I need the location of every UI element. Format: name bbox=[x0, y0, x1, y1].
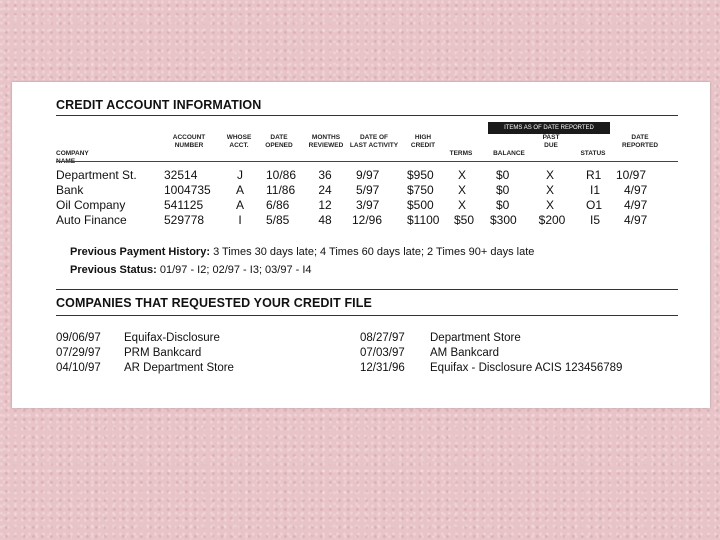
cell-last-activity: 12/96 bbox=[352, 213, 383, 227]
cell-high-credit: $1100 bbox=[407, 213, 440, 227]
request-company: AM Bankcard bbox=[430, 347, 500, 359]
cell-account: 529778 bbox=[164, 213, 205, 227]
payment-history-line bbox=[70, 246, 534, 258]
cell-status: O1 bbox=[586, 198, 603, 212]
requests-title: COMPANIES THAT REQUESTED YOUR CREDIT FILE bbox=[56, 296, 372, 310]
header-divider bbox=[56, 161, 678, 162]
cell-account: 32514 bbox=[164, 168, 198, 182]
cell-terms: X bbox=[457, 183, 466, 197]
payment-history-label: Previous Payment History: bbox=[70, 246, 210, 258]
cell-account: 541125 bbox=[164, 198, 204, 212]
cell-company: Auto Finance bbox=[56, 213, 127, 227]
cell-account: 1004735 bbox=[164, 183, 211, 197]
request-date: 09/06/97 bbox=[56, 332, 101, 344]
cell-whose: J bbox=[237, 168, 243, 182]
header-status: STATUS bbox=[580, 150, 606, 157]
header-date-reported: DATE REPORTED bbox=[621, 134, 659, 149]
cell-last-activity: 3/97 bbox=[356, 198, 380, 212]
cell-company: Department St. bbox=[56, 168, 137, 182]
cell-whose: A bbox=[235, 198, 244, 212]
items-as-of-banner: ITEMS AS OF DATE REPORTED bbox=[488, 122, 610, 134]
cell-past-due: $200 bbox=[538, 213, 566, 227]
request-company: PRM Bankcard bbox=[124, 347, 202, 359]
cell-months: 12 bbox=[318, 198, 332, 212]
title-divider bbox=[56, 115, 678, 116]
cell-date-reported: 4/97 bbox=[624, 198, 648, 212]
cell-status: R1 bbox=[586, 168, 602, 182]
section-divider bbox=[56, 289, 678, 290]
previous-status-label: Previous Status: bbox=[70, 264, 157, 276]
credit-account-title: CREDIT ACCOUNT INFORMATION bbox=[56, 98, 262, 112]
cell-opened: 11/86 bbox=[266, 183, 296, 197]
request-company: Department Store bbox=[430, 332, 521, 344]
header-terms: TERMS bbox=[449, 150, 473, 157]
cell-high-credit: $950 bbox=[407, 168, 434, 182]
cell-past-due: X bbox=[545, 183, 554, 197]
cell-months: 48 bbox=[318, 213, 332, 227]
cell-terms: $50 bbox=[453, 213, 475, 227]
cell-status: I1 bbox=[590, 183, 601, 197]
request-company: AR Department Store bbox=[124, 362, 234, 374]
cell-terms: X bbox=[457, 168, 466, 182]
cell-opened: 6/86 bbox=[266, 198, 290, 212]
cell-whose: A bbox=[235, 183, 244, 197]
request-company: Equifax - Disclosure ACIS 123456789 bbox=[430, 362, 623, 374]
header-past-due: PAST DUE bbox=[542, 134, 560, 149]
request-date: 07/03/97 bbox=[360, 347, 405, 359]
header-date-opened: DATE OPENED bbox=[265, 134, 293, 149]
request-date: 04/10/97 bbox=[56, 362, 101, 374]
header-high-credit: HIGH CREDIT bbox=[410, 134, 436, 149]
cell-balance: $300 bbox=[490, 213, 517, 227]
cell-whose: I bbox=[238, 213, 242, 227]
cell-past-due: X bbox=[545, 198, 554, 212]
cell-balance: $0 bbox=[496, 183, 510, 197]
cell-high-credit: $750 bbox=[407, 183, 434, 197]
cell-high-credit: $500 bbox=[407, 198, 434, 212]
header-last-activity: DATE OF LAST ACTIVITY bbox=[349, 134, 399, 149]
header-balance: BALANCE bbox=[493, 150, 525, 157]
cell-date-reported: 4/97 bbox=[624, 183, 648, 197]
header-months-reviewed: MONTHS REVIEWED bbox=[308, 134, 344, 149]
previous-status-line bbox=[70, 264, 312, 276]
cell-company: Bank bbox=[56, 183, 84, 197]
previous-status-value: 01/97 - I2; 02/97 - I3; 03/97 - I4 bbox=[159, 264, 312, 276]
cell-past-due: X bbox=[545, 168, 554, 182]
cell-months: 24 bbox=[318, 183, 332, 197]
cell-balance: $0 bbox=[496, 168, 510, 182]
cell-company: Oil Company bbox=[56, 198, 126, 212]
request-date: 12/31/96 bbox=[360, 362, 405, 374]
request-date: 07/29/97 bbox=[56, 347, 101, 359]
cell-date-reported: 10/97 bbox=[616, 168, 647, 182]
payment-history-value: 3 Times 30 days late; 4 Times 60 days late; 2 Times 90+ days late bbox=[213, 246, 535, 258]
credit-report-document bbox=[12, 82, 710, 408]
cell-last-activity: 5/97 bbox=[356, 183, 380, 197]
cell-opened: 5/85 bbox=[266, 213, 290, 227]
cell-balance: $0 bbox=[496, 198, 510, 212]
request-date: 08/27/97 bbox=[360, 332, 405, 344]
cell-opened: 10/86 bbox=[266, 168, 297, 182]
header-account-number: ACCOUNT NUMBER bbox=[172, 134, 206, 149]
cell-last-activity: 9/97 bbox=[356, 168, 380, 182]
cell-status: I5 bbox=[590, 213, 601, 227]
request-company: Equifax-Disclosure bbox=[124, 332, 220, 344]
requests-title-divider bbox=[56, 315, 678, 316]
cell-terms: X bbox=[457, 198, 466, 212]
header-company-name: COMPANY NAME bbox=[56, 150, 89, 165]
header-whose-acct: WHOSE ACCT. bbox=[226, 134, 252, 149]
cell-months: 36 bbox=[318, 168, 332, 182]
cell-date-reported: 4/97 bbox=[624, 213, 648, 227]
